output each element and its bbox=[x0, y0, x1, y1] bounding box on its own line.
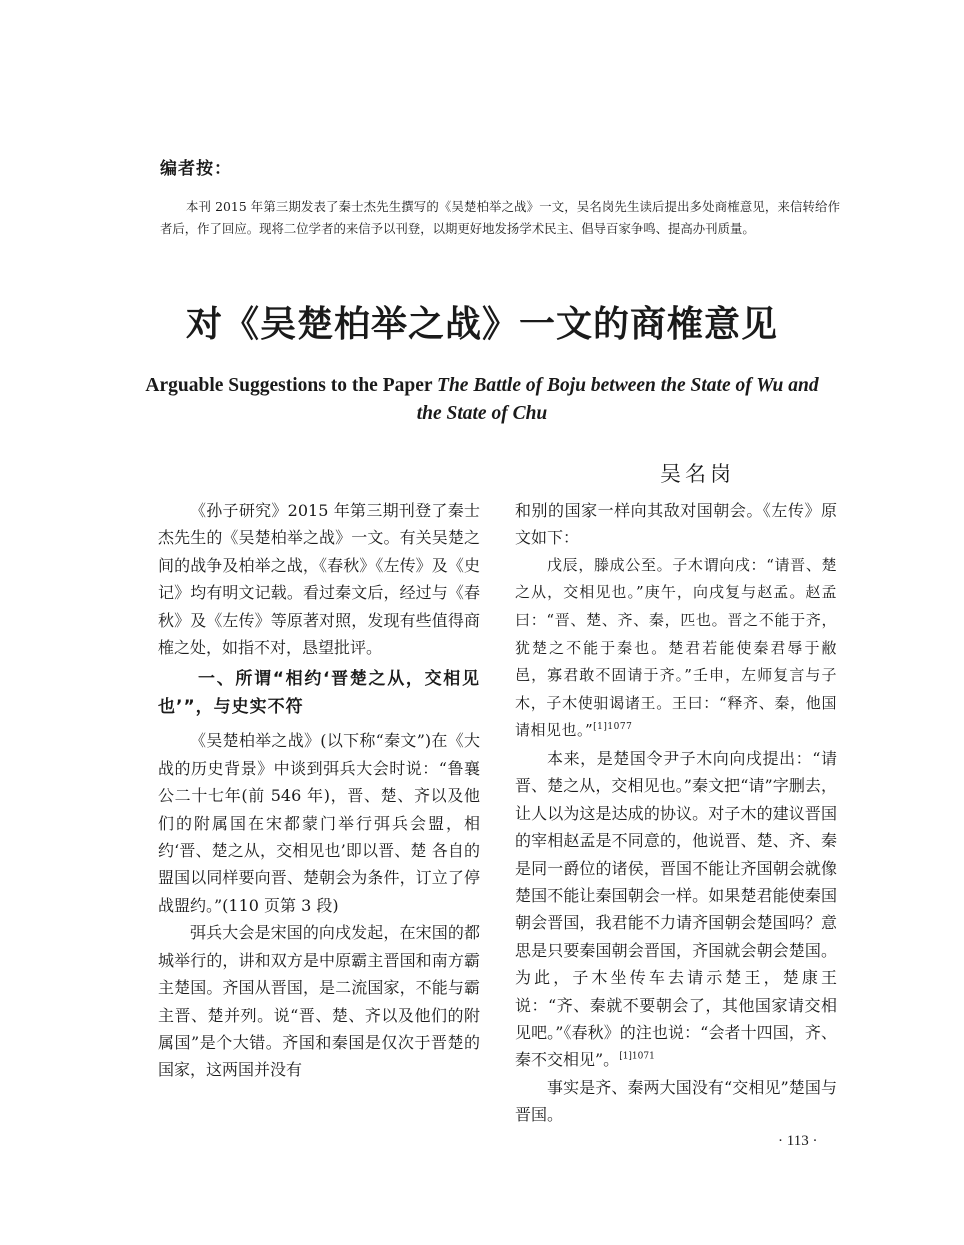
right-paragraph-2 bbox=[515, 745, 837, 1074]
right-paragraph-2-text: 本来，是楚国令尹子木向向戌提出：“请晋、楚之从，交相见也。”秦文把“请”字删去，让人以为这是达成的协议。对子木的建议晋国的宰相赵孟是不同意的，他说晋、楚、齐、秦是同一爵位的诸侯，晋国不能让齐国朝会就像楚国不能让秦国朝会一样。如果楚君能使秦国朝会晋国，我君能不力请齐国朝会楚国吗？意思是只要秦国朝会晋国，齐国就会朝会楚国。为此，子木坐传车去请示楚王，楚康王说：“齐、秦就不要朝会了，其他国家请交相见吧。”《春秋》的注也说：“会者十四国，齐、秦不交相见”。 bbox=[515, 748, 837, 1070]
right-paragraph-1: 和别的国家一样向其敌对国朝会。《左传》原文如下： bbox=[515, 501, 837, 548]
quote-citation: [1]1077 bbox=[593, 722, 633, 733]
quote-text: 戊辰，滕成公至。子木谓向戌：“请晋、楚之从，交相见也。”庚午，向戌复与赵孟。赵孟曰：“晋、楚、齐、秦，匹也。晋之不能于齐，犹楚之不能于秦也。楚君若能使秦君辱于敝邑，寡君敢不固请于齐。”壬申，左师复言与子木，子木使驲谒诸王。王曰：“释齐、秦，他国请相见也。” bbox=[515, 555, 837, 740]
article-title: 对《吴楚柏举之战》一文的商榷意见 bbox=[185, 304, 778, 345]
right-paragraph-3: 事实是齐、秦两大国没有“交相见”楚国与晋国。 bbox=[515, 1077, 837, 1125]
page-number: · 113 · bbox=[778, 1133, 818, 1149]
section-heading-1: 一、所谓“相约‘晋楚之从，交相见也’”，与史实不符 bbox=[158, 669, 480, 718]
subtitle-plain: Arguable Suggestions to the Paper bbox=[145, 375, 438, 396]
editor-note-label: 编者按： bbox=[160, 159, 232, 179]
paragraph-citation: [1]1071 bbox=[619, 1052, 655, 1063]
article-subtitle bbox=[140, 372, 824, 428]
subtitle-italic: The Battle of Boju between the State of Wu and the State of Chu bbox=[416, 375, 819, 424]
right-column bbox=[515, 497, 837, 1129]
left-column bbox=[158, 497, 480, 1084]
left-paragraph-3: 弭兵大会是宋国的向戌发起，在宋国的都城举行的，讲和双方是中原霸主晋国和南方霸主楚国。齐国从晋国，是二流国家，不能与霸主晋、楚并列。说“晋、楚、齐以及他们的附属国”是个大错。齐国和秦国是仅次于晋楚的国家，这两国并没有 bbox=[158, 923, 480, 1080]
editor-note-text: 本刊 2015 年第三期发表了秦士杰先生撰写的《吴楚柏举之战》一文，吴名岗先生读后提出多处商榷意见，来信转给作者后，作了回应。现将二位学者的来信予以刊登，以期更好地发扬学术民主、倡导百家争鸣、提高办刊质量。 bbox=[160, 199, 840, 236]
left-paragraph-1: 《孙子研究》2015 年第三期刊登了秦士杰先生的《吴楚柏举之战》一文。有关吴楚之间的战争及柏举之战，《春秋》《左传》及《史记》均有明文记载。看过秦文后，经过与《春秋》及《左传》等原著对照，发现有些值得商榷之处，如指不对，恳望批评。 bbox=[158, 501, 480, 658]
left-paragraph-2: 《吴楚柏举之战》(以下称“秦文”)在《大战的历史背景》中谈到弭兵大会时说：“鲁襄公二十七年(前 546 年)，晋、楚、齐以及他们的附属国在宋都蒙门举行弭兵会盟，相约‘晋、楚之从，交相见也’即以晋、楚 各自的盟国以同样要向晋、楚朝会为条件，订立了停战盟约。”(110 页第 3 段) bbox=[158, 731, 480, 915]
author-name: 吴名岗 bbox=[660, 462, 735, 486]
zuozhuan-quote bbox=[515, 552, 837, 745]
